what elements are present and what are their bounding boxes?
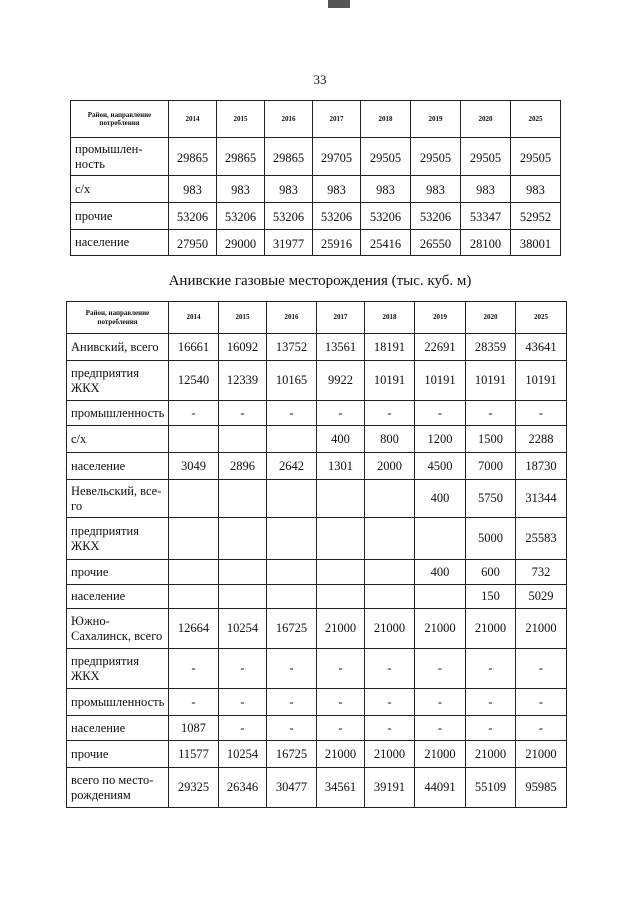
table-cell: 25916 [313,230,361,256]
table-cell: - [415,401,466,426]
row-label: Южно-Сахалинск, всего [67,609,169,649]
table-cell [267,518,317,560]
table-cell: - [219,401,267,426]
column-header: 2019 [415,302,466,334]
table-row [67,768,567,808]
table-row [67,716,567,741]
table-cell: 38001 [511,230,561,256]
table-cell: 16092 [219,334,267,361]
row-label: население [71,230,169,256]
column-header: 2016 [267,302,317,334]
table-cell: 21000 [466,741,516,768]
table-cell: 2642 [267,453,317,480]
column-header: Район, направление потребления [67,302,169,334]
table-cell: 12540 [169,361,219,401]
table-cell: - [267,689,317,716]
row-label: всего по место-рождениям [67,768,169,808]
table-cell [219,585,267,609]
table-row [67,585,567,609]
table-cell: 1500 [466,426,516,453]
table-cell: 21000 [317,741,365,768]
table-cell: 18191 [365,334,415,361]
table-cell: 21000 [516,609,567,649]
table-cell: 34561 [317,768,365,808]
table-cell: 12339 [219,361,267,401]
column-header: 2018 [361,101,411,138]
table-cell: 52952 [511,203,561,230]
table-cell [169,480,219,518]
table-cell: 31977 [265,230,313,256]
column-header: 2025 [516,302,567,334]
table-cell: - [415,716,466,741]
table-cell: 44091 [415,768,466,808]
table-cell: 9922 [317,361,365,401]
table-cell: 29505 [461,138,511,176]
table-cell: 29505 [411,138,461,176]
table-cell: 55109 [466,768,516,808]
table-cell: 29705 [313,138,361,176]
row-label: прочие [67,560,169,585]
table-cell: 400 [415,560,466,585]
table-cell: - [365,689,415,716]
table-cell: 800 [365,426,415,453]
table-cell: - [317,716,365,741]
table-row [67,560,567,585]
table-row [67,518,567,560]
table-cell: - [516,401,567,426]
table-cell: 26346 [219,768,267,808]
table-cell: 21000 [365,741,415,768]
table-row [67,689,567,716]
table-row [67,453,567,480]
table-cell: 21000 [365,609,415,649]
table-cell: 53206 [217,203,265,230]
column-header: 2015 [217,101,265,138]
table-cell: - [466,716,516,741]
table-cell: 21000 [415,741,466,768]
table-cell [317,480,365,518]
table-cell: 13752 [267,334,317,361]
row-label: прочие [67,741,169,768]
table-cell: 21000 [317,609,365,649]
table-cell: - [466,689,516,716]
table-cell [219,426,267,453]
table-row [67,361,567,401]
table-cell: 5000 [466,518,516,560]
table-cell: 732 [516,560,567,585]
table-cell: 2000 [365,453,415,480]
table-cell: 29865 [265,138,313,176]
row-label: предприятия ЖКХ [67,649,169,689]
table-cell: - [365,401,415,426]
row-label: Невельский, все-го [67,480,169,518]
column-header: 2017 [317,302,365,334]
page-number: 33 [313,72,327,87]
table-cell: 10254 [219,609,267,649]
table-cell: 983 [217,176,265,203]
table-cell: 21000 [516,741,567,768]
table-cell [365,518,415,560]
table-cell: 5029 [516,585,567,609]
table-cell: 10165 [267,361,317,401]
table-cell: - [365,716,415,741]
column-header: 2020 [461,101,511,138]
table-cell: 18730 [516,453,567,480]
table-cell: 53206 [265,203,313,230]
column-header: Район, направление потребления [71,101,169,138]
table-cell [169,585,219,609]
table-cell: 26550 [411,230,461,256]
table-cell: 25583 [516,518,567,560]
table-cell [317,518,365,560]
table-cell: 983 [461,176,511,203]
table-cell: - [219,716,267,741]
table-cell: 95985 [516,768,567,808]
table-row [67,609,567,649]
table-cell: 1200 [415,426,466,453]
table-cell: 16725 [267,609,317,649]
table-cell: 30477 [267,768,317,808]
table-cell: 53347 [461,203,511,230]
table-cell [365,585,415,609]
table-row [67,741,567,768]
table-row [71,176,561,203]
table-cell: 600 [466,560,516,585]
table-cell: 53206 [361,203,411,230]
table-cell: - [466,649,516,689]
column-header: 2016 [265,101,313,138]
table-row [67,334,567,361]
table-cell [169,560,219,585]
table-cell: 2288 [516,426,567,453]
row-label: промышленность [67,689,169,716]
table-row [67,649,567,689]
table-aniva-gas-fields [66,301,567,808]
table-cell [169,518,219,560]
table-cell: 983 [511,176,561,203]
table-cell: 983 [361,176,411,203]
table-cell: - [169,401,219,426]
table-cell: 22691 [415,334,466,361]
table-cell: - [267,401,317,426]
row-label: прочие [71,203,169,230]
row-label: население [67,716,169,741]
table-cell: - [317,689,365,716]
table-cell: 29865 [169,138,217,176]
table-cell [267,585,317,609]
table-cell [267,480,317,518]
table-cell: 10191 [365,361,415,401]
section-title: Анивские газовые месторождения (тыс. куб. м) [168,273,472,289]
table-cell [415,518,466,560]
table-cell: 2896 [219,453,267,480]
table-row [67,426,567,453]
table-cell: 21000 [466,609,516,649]
table-cell: 1087 [169,716,219,741]
table-cell: 400 [415,480,466,518]
row-label: население [67,585,169,609]
table-cell: 29325 [169,768,219,808]
table-cell: - [516,649,567,689]
table-cell: - [169,689,219,716]
table-cell: 29865 [217,138,265,176]
table-cell: 53206 [313,203,361,230]
table-row [71,230,561,256]
scan-mark [328,0,350,8]
table-cell: 983 [265,176,313,203]
table-cell: 43641 [516,334,567,361]
table-cell: 983 [313,176,361,203]
table-cell: - [516,716,567,741]
column-header: 2014 [169,101,217,138]
row-label: промышленность [67,401,169,426]
table-cell: 10254 [219,741,267,768]
table-cell: 29000 [217,230,265,256]
column-header: 2017 [313,101,361,138]
table-cell: - [415,649,466,689]
table-cell: - [317,649,365,689]
table-cell: 28100 [461,230,511,256]
row-label: с/х [71,176,169,203]
table-cell: 53206 [169,203,217,230]
table-cell: 7000 [466,453,516,480]
table-cell: 13561 [317,334,365,361]
table-cell: 1301 [317,453,365,480]
table-cell [267,426,317,453]
table-cell [365,480,415,518]
table-cell: 39191 [365,768,415,808]
table-cell [415,585,466,609]
table-cell [317,585,365,609]
column-header: 2019 [411,101,461,138]
row-label: Анивский, всего [67,334,169,361]
table-cell: 21000 [415,609,466,649]
table-cell: - [267,716,317,741]
table-row [71,203,561,230]
table-cell: 10191 [415,361,466,401]
table-cell [219,560,267,585]
table-cell: 16661 [169,334,219,361]
table-cell [365,560,415,585]
table-cell: 4500 [415,453,466,480]
table-cell: - [466,401,516,426]
table-cell: - [516,689,567,716]
table-cell: 11577 [169,741,219,768]
table-cell: - [415,689,466,716]
table-cell: 31344 [516,480,567,518]
table-cell: - [365,649,415,689]
table-cell: - [317,401,365,426]
table-cell: - [169,649,219,689]
table-consumption-continued [70,100,561,256]
table-row [71,138,561,176]
table-cell: - [219,689,267,716]
column-header: 2025 [511,101,561,138]
table-cell [317,560,365,585]
row-label: предприятия ЖКХ [67,518,169,560]
row-label: промышлен-ность [71,138,169,176]
column-header: 2014 [169,302,219,334]
table-cell: 10191 [516,361,567,401]
table-cell: 53206 [411,203,461,230]
column-header: 2020 [466,302,516,334]
table-cell: - [219,649,267,689]
column-header: 2015 [219,302,267,334]
table-cell [219,480,267,518]
table-cell: 25416 [361,230,411,256]
table-cell [169,426,219,453]
row-label: с/х [67,426,169,453]
table-row [67,480,567,518]
table-cell: 29505 [361,138,411,176]
table-row [67,401,567,426]
table-cell: - [267,649,317,689]
table-cell: 3049 [169,453,219,480]
table-cell: 983 [411,176,461,203]
row-label: население [67,453,169,480]
table-cell: 400 [317,426,365,453]
table-cell [219,518,267,560]
table-cell: 150 [466,585,516,609]
table-cell: 12664 [169,609,219,649]
table-cell: 29505 [511,138,561,176]
row-label: предприятия ЖКХ [67,361,169,401]
table-cell: 28359 [466,334,516,361]
table-cell [267,560,317,585]
table-cell: 27950 [169,230,217,256]
table-cell: 10191 [466,361,516,401]
table-cell: 16725 [267,741,317,768]
column-header: 2018 [365,302,415,334]
table-cell: 5750 [466,480,516,518]
table-cell: 983 [169,176,217,203]
